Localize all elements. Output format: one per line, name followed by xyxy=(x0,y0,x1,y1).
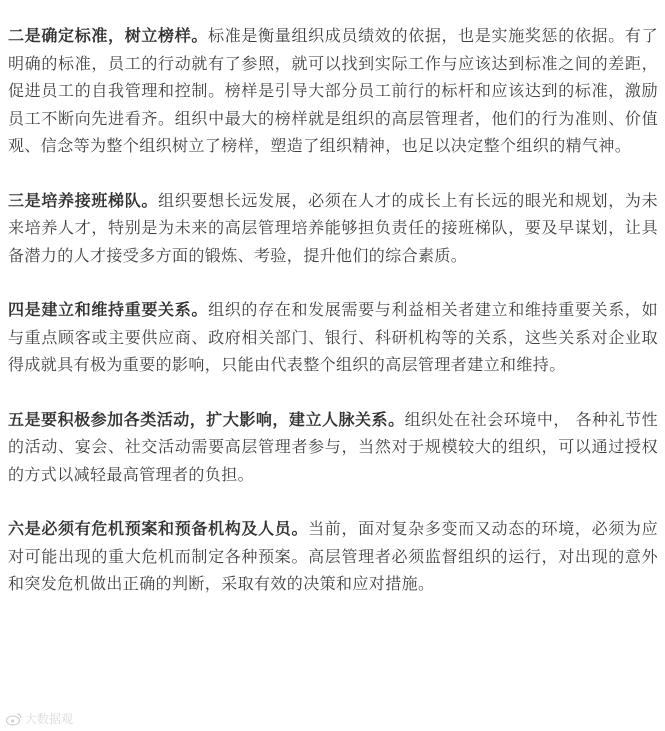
paragraph-text: 当前，面对复杂多变而又动态的环境，必须为应对可能出现的重大危机而制定各种预案。高层管理者必须监督组织的运行，对出现的意外和突发危机做出正确的判断，采取有效的决策和应对措施。 xyxy=(8,519,658,593)
paragraph-relationships xyxy=(8,296,658,379)
watermark xyxy=(6,710,73,727)
paragraph-lead: 六是必须有危机预案和预备机构及人员。 xyxy=(8,519,309,538)
paragraph-text: 组织要想长远发展，必须在人才的成长上有长远的眼光和规划，为未来培养人才，特别是为未来的高层管理培养能够担负责任的接班梯队，要及早谋划，让具备潜力的人才接受多方面的锻炼、考验，提升他们的综合素质。 xyxy=(8,190,658,265)
weibo-logo-icon xyxy=(6,712,22,726)
paragraph-succession xyxy=(8,187,658,270)
paragraph-lead: 二是确定标准，树立榜样。 xyxy=(8,26,209,45)
paragraph-lead: 五是要积极参加各类活动，扩大影响，建立人脉关系。 xyxy=(8,409,405,429)
paragraph-text: 组织处在社会环境中， 各种礼节性的活动、宴会、社交活动需要高层管理者参与，当然对于规模较大的组织，可以通过授权的方式以减轻最高管理者的负担。 xyxy=(8,409,658,484)
paragraph-activities xyxy=(8,406,658,489)
watermark-text: 大数据观 xyxy=(25,712,74,726)
article-body xyxy=(8,22,658,625)
paragraph-crisis xyxy=(8,515,658,598)
paragraph-text: 组织的存在和发展需要与利益相关者建立和维持重要关系，如与重点顾客或主要供应商、政府相关部门、银行、科研机构等的关系，这些关系对企业取得成就具有极为重要的影响，只能由代表整个组织的高层管理者建立和维持。 xyxy=(8,300,658,374)
paragraph-lead: 四是建立和维持重要关系。 xyxy=(8,300,209,319)
paragraph-lead: 三是培养接班梯队。 xyxy=(8,190,159,210)
paragraph-text: 标准是衡量组织成员绩效的依据，也是实施奖惩的依据。有了明确的标准，员工的行动就有了参照，就可以找到实际工作与应该达到标准之间的差距，促进员工的自我管理和控制。榜样是引导大部分员工前行的标杆和应该达到的标准，激励员工不断向先进看齐。组织中最大的榜样就是组织的高层管理者，他们的行为准则、价值观、信念等为整个组织树立了榜样，塑造了组织精神，也足以决定整个组织的精气神。 xyxy=(8,26,658,155)
paragraph-standards xyxy=(8,22,658,160)
